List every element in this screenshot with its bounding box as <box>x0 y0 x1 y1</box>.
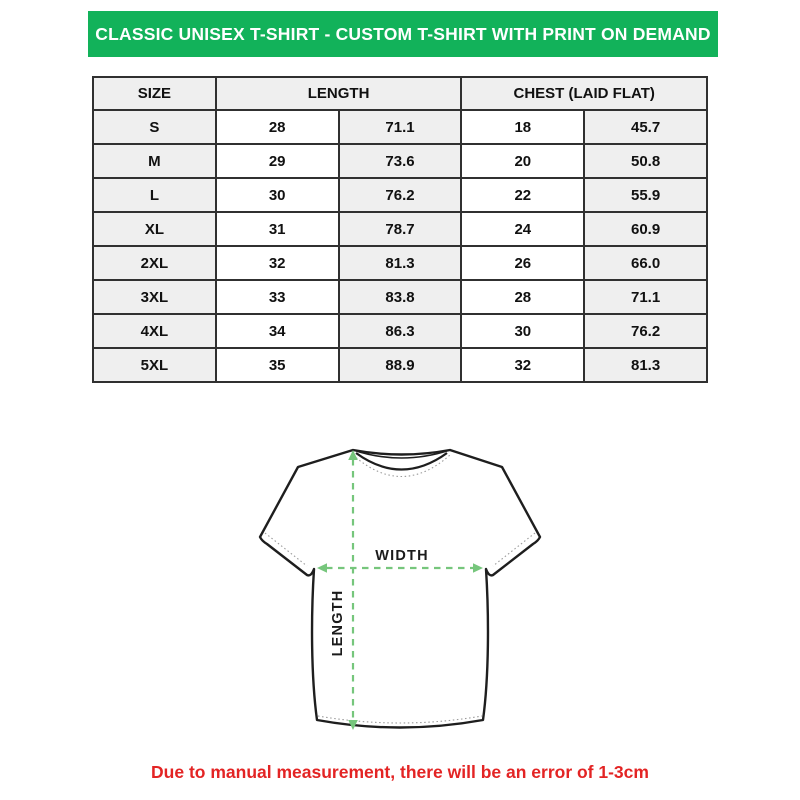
tshirt-measurement-diagram <box>250 436 550 748</box>
cell-chest-in: 26 <box>461 246 584 280</box>
cell-size: L <box>93 178 216 212</box>
cell-length-in: 30 <box>216 178 339 212</box>
cell-length-in: 31 <box>216 212 339 246</box>
table-row <box>93 110 707 144</box>
cell-chest-in: 30 <box>461 314 584 348</box>
cell-chest-cm: 76.2 <box>584 314 707 348</box>
tshirt-outline-icon <box>260 450 540 728</box>
cell-length-in: 32 <box>216 246 339 280</box>
column-header-length: LENGTH <box>216 77 462 110</box>
cell-size: XL <box>93 212 216 246</box>
size-chart-table <box>92 76 708 383</box>
table-row <box>93 178 707 212</box>
cell-chest-cm: 45.7 <box>584 110 707 144</box>
measurement-disclaimer: Due to manual measurement, there will be an error of 1-3cm <box>151 762 649 782</box>
cell-length-cm: 86.3 <box>339 314 462 348</box>
cell-length-in: 28 <box>216 110 339 144</box>
table-header-row <box>93 77 707 110</box>
cell-length-in: 33 <box>216 280 339 314</box>
cell-chest-in: 24 <box>461 212 584 246</box>
cell-size: M <box>93 144 216 178</box>
cell-chest-cm: 55.9 <box>584 178 707 212</box>
cell-chest-in: 28 <box>461 280 584 314</box>
cell-chest-cm: 81.3 <box>584 348 707 382</box>
cell-length-cm: 73.6 <box>339 144 462 178</box>
cell-length-cm: 78.7 <box>339 212 462 246</box>
table-row <box>93 212 707 246</box>
cell-size: 5XL <box>93 348 216 382</box>
length-label: LENGTH <box>330 589 346 657</box>
table-row <box>93 246 707 280</box>
cell-chest-cm: 66.0 <box>584 246 707 280</box>
cell-length-cm: 76.2 <box>339 178 462 212</box>
cell-length-cm: 83.8 <box>339 280 462 314</box>
cell-length-cm: 71.1 <box>339 110 462 144</box>
cell-size: 4XL <box>93 314 216 348</box>
cell-length-in: 29 <box>216 144 339 178</box>
column-header-chest: CHEST (LAID FLAT) <box>461 77 707 110</box>
cell-chest-in: 22 <box>461 178 584 212</box>
cell-length-cm: 81.3 <box>339 246 462 280</box>
cell-chest-in: 20 <box>461 144 584 178</box>
cell-chest-in: 18 <box>461 110 584 144</box>
table-row <box>93 280 707 314</box>
cell-length-cm: 88.9 <box>339 348 462 382</box>
cell-size: 2XL <box>93 246 216 280</box>
cell-length-in: 34 <box>216 314 339 348</box>
cell-length-in: 35 <box>216 348 339 382</box>
cell-chest-cm: 71.1 <box>584 280 707 314</box>
cell-size: S <box>93 110 216 144</box>
page-title: CLASSIC UNISEX T-SHIRT - CUSTOM T-SHIRT WITH PRINT ON DEMAND <box>95 23 711 44</box>
table-row <box>93 144 707 178</box>
table-row <box>93 314 707 348</box>
title-banner <box>88 11 718 57</box>
column-header-size: SIZE <box>93 77 216 110</box>
width-label: WIDTH <box>375 548 429 564</box>
cell-chest-cm: 50.8 <box>584 144 707 178</box>
cell-size: 3XL <box>93 280 216 314</box>
cell-chest-cm: 60.9 <box>584 212 707 246</box>
cell-chest-in: 32 <box>461 348 584 382</box>
table-row <box>93 348 707 382</box>
